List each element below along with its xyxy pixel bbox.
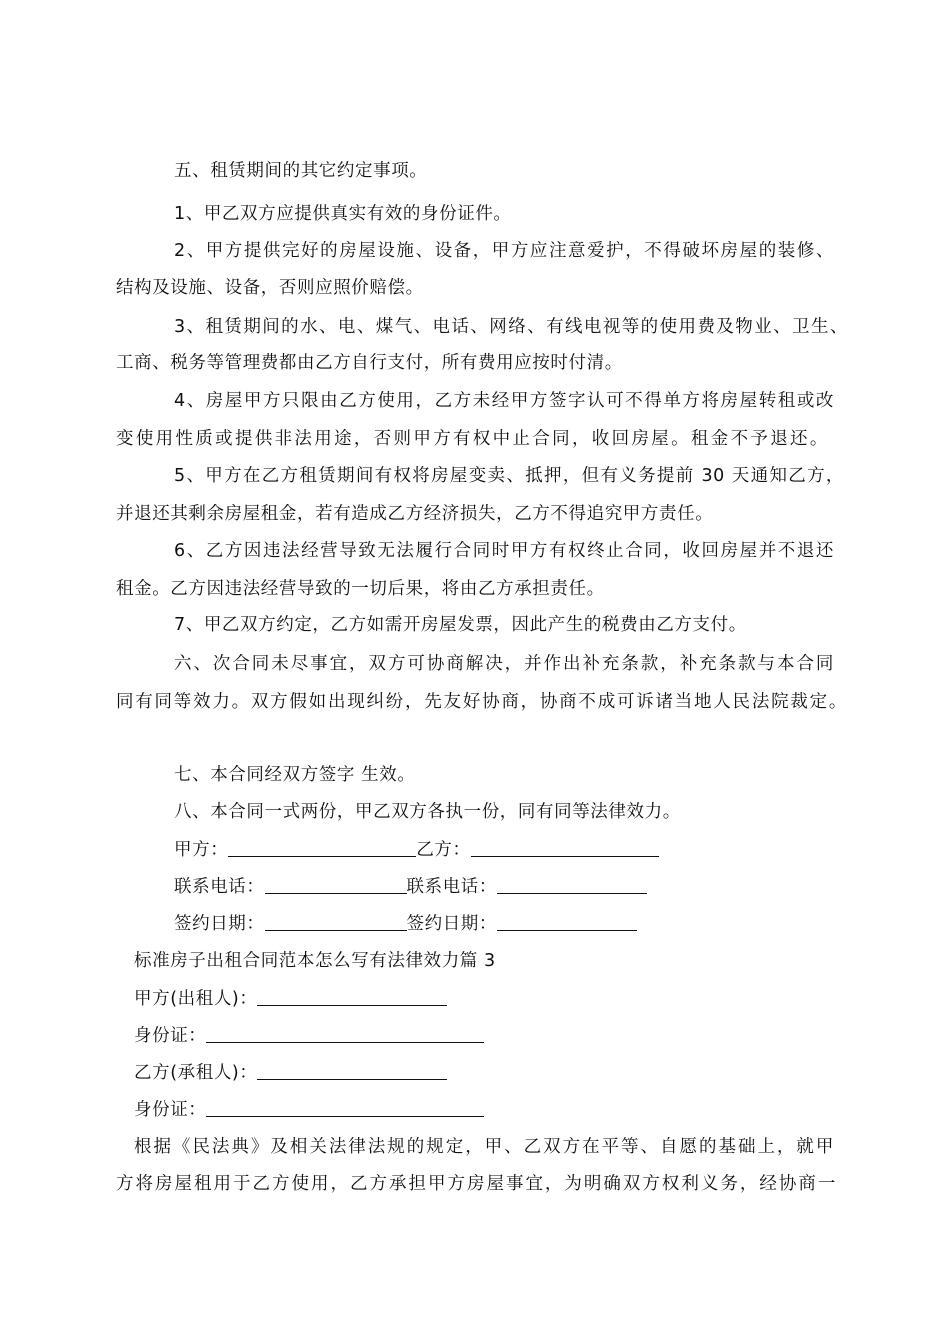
section-5-item-3-line-1: 3、租赁期间的水、电、煤气、电话、网络、有线电视等的使用费及物业、卫生、 (174, 317, 848, 337)
section-5-item-4-line-2: 变使用性质或提供非法用途，否则甲方有权中止合同，收回房屋。租金不予退还。 (116, 429, 828, 449)
section-5-item-1: 1、甲乙双方应提供真实有效的身份证件。 (174, 204, 512, 224)
section-6-line-2: 同有同等效力。双方假如出现纠纷，先友好协商，协商不成可诉诸当地人民法院裁定。 (116, 692, 847, 712)
party-b-label: 乙方： (416, 840, 471, 860)
lessee-id-blank[interactable] (206, 1100, 484, 1117)
section-6-line-1: 六、次合同未尽事宜，双方可协商解决，并作出补充条款，补充条款与本合同 (174, 654, 834, 674)
party-b-blank[interactable] (471, 840, 659, 857)
party-a-label: 甲方： (174, 840, 229, 860)
lessor-row (134, 988, 447, 1010)
section-5-item-2-line-1: 2、甲方提供完好的房屋设施、设备，甲方应注意爱护，不得破坏房屋的装修、 (174, 241, 834, 261)
lessor-id-label: 身份证： (134, 1026, 207, 1046)
section-7: 七、本合同经双方签字 生效。 (174, 765, 416, 785)
section-5-item-4-line-1: 4、房屋甲方只限由乙方使用，乙方未经甲方签字认可不得单方将房屋转租或改 (174, 391, 834, 411)
party-a-signature-row (174, 839, 659, 861)
phone-b-label: 联系电话： (406, 877, 497, 897)
lessor-id-row (134, 1025, 484, 1047)
section-5-item-7: 7、甲乙双方约定，乙方如需开房屋发票，因此产生的税费由乙方支付。 (174, 615, 747, 635)
section-5-item-3-line-2: 工商、税务等管理费都由乙方自行支付，所有费用应按时付清。 (116, 353, 623, 373)
section-5-item-2-line-2: 结构及设施、设备，否则应照价赔偿。 (116, 278, 424, 298)
phone-b-blank[interactable] (497, 877, 647, 894)
section-5-item-6-line-2: 租金。乙方因违法经营导致的一切后果，将由乙方承担责任。 (116, 579, 605, 599)
section-5-item-5-line-2: 并退还其剩余房屋租金，若有造成乙方经济损失，乙方不得追究甲方责任。 (116, 504, 714, 524)
date-a-blank[interactable] (265, 914, 407, 931)
lessee-id-row (134, 1099, 484, 1121)
lessee-id-label: 身份证： (134, 1100, 207, 1120)
lessee-row (134, 1062, 447, 1084)
section-5-item-6-line-1: 6、乙方因违法经营导致无法履行合同时甲方有权终止合同，收回房屋并不退还 (174, 541, 834, 561)
article-3-intro-line-2: 方将房屋租用于乙方使用，乙方承担甲方房屋事宜，为明确双方权利义务，经协商一 (116, 1174, 836, 1194)
date-a-label: 签约日期： (174, 914, 265, 934)
phone-row (174, 876, 647, 898)
lessor-id-blank[interactable] (206, 1026, 484, 1043)
lessor-blank[interactable] (257, 989, 447, 1006)
article-3-intro-line-1: 根据《民法典》及相关法律法规的规定，甲、乙双方在平等、自愿的基础上，就甲 (134, 1137, 834, 1157)
date-b-label: 签约日期： (406, 914, 497, 934)
article-3-title: 标准房子出租合同范本怎么写有法律效力篇 3 (134, 951, 496, 971)
lessor-label: 甲方(出租人)： (134, 989, 258, 1009)
section-8: 八、本合同一式两份，甲乙双方各执一份，同有同等法律效力。 (174, 802, 681, 822)
phone-a-blank[interactable] (265, 877, 407, 894)
date-b-blank[interactable] (497, 914, 637, 931)
date-row (174, 913, 637, 935)
lessee-blank[interactable] (257, 1063, 447, 1080)
party-a-blank[interactable] (228, 840, 416, 857)
section-5-heading: 五、租赁期间的其它约定事项。 (174, 161, 428, 181)
phone-a-label: 联系电话： (174, 877, 265, 897)
section-5-item-5-line-1: 5、甲方在乙方租赁期间有权将房屋变卖、抵押，但有义务提前 30 天通知乙方， (174, 466, 844, 486)
lessee-label: 乙方(承租人)： (134, 1063, 258, 1083)
